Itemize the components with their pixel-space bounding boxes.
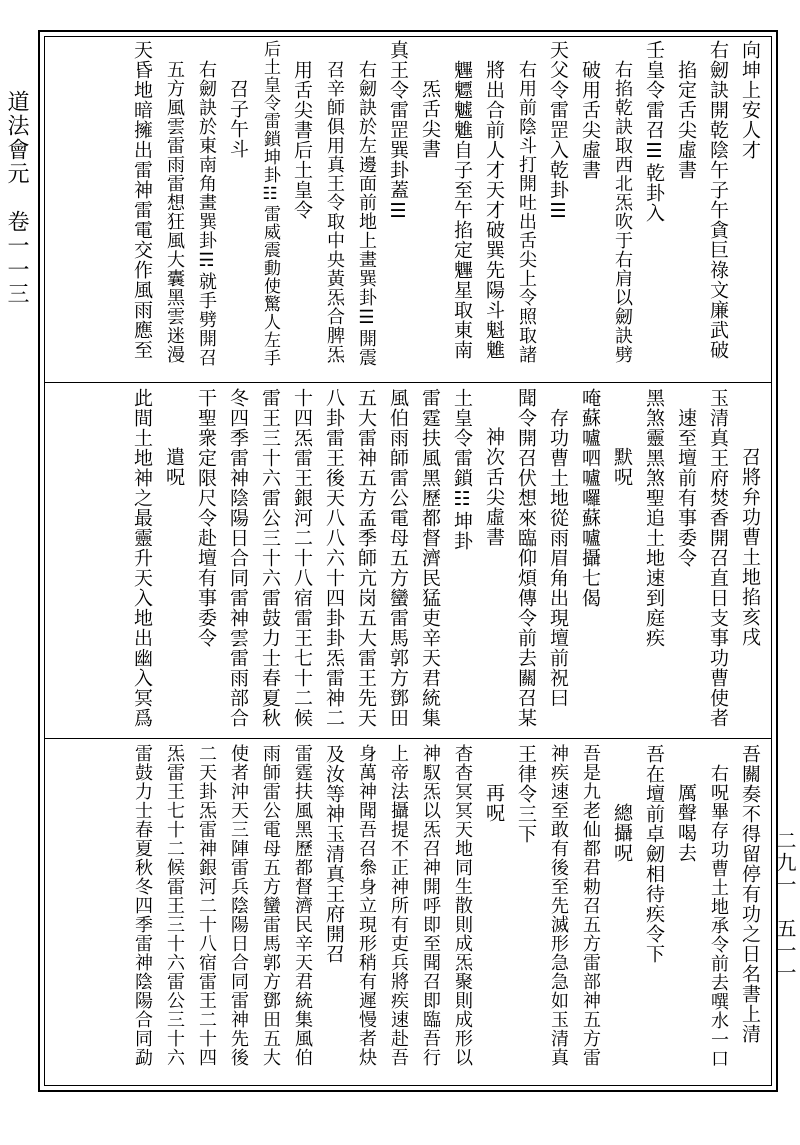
- text-column: 魓魒魖魋自子至午掐定魓星取東南: [451, 60, 473, 360]
- panel-divider-2: [44, 738, 772, 739]
- text-column: 干聖衆定限尺令赴壇有事委令: [195, 388, 217, 648]
- text-column: 召辛師俱用真王令取中央黃炁合脾炁: [324, 60, 345, 364]
- text-column: 用舌尖書后土皇令: [291, 60, 313, 220]
- text-column: 右劒訣開乾陰午子午貪巨祿文廉武破: [707, 40, 729, 360]
- text-column: 雷霆扶風黑歷都督濟民猛吏辛天君統集: [419, 388, 441, 728]
- text-column: 右劒訣於東南角畫巽卦☴就手劈開召: [196, 60, 217, 367]
- text-column: 神次舌尖虛書: [483, 427, 505, 547]
- text-column: 八卦雷王後天八八六十四卦卦炁雷神二: [323, 388, 345, 728]
- margin-page-number: 二九一 五一一: [773, 830, 797, 984]
- text-column: 王律令三下: [515, 744, 537, 844]
- text-column: 此間土地神之最靈升天入地出幽入冥爲: [131, 388, 153, 728]
- text-column: 雷霆扶風黑歷都督濟民辛天君統集風伯: [292, 744, 313, 1067]
- text-column: 召將弁功曹土地掐亥戌: [739, 447, 761, 647]
- text-column: 杳杳冥冥天地同生散則成炁聚則成形以: [452, 744, 473, 1067]
- text-column: 吾關奏不得留停有功之日名書上清: [739, 744, 761, 1044]
- text-column: 天父令雷罡入乾卦☰: [547, 40, 569, 223]
- text-column: 再呪: [483, 783, 505, 823]
- text-column: 真王令雷罡巽卦蓋☰: [387, 40, 409, 223]
- text-column: 土皇令雷鎖☷坤卦: [451, 388, 473, 551]
- text-column: 吾在壇前卓劒相待疾令下: [643, 744, 665, 964]
- text-column: 吾是九老仙都君勅召五方雷部神五方雷: [580, 744, 601, 1067]
- text-column: 壬皇令雷召☰乾卦入: [643, 40, 665, 223]
- text-column: 默呪: [611, 447, 633, 487]
- text-column: 玉清真王府焚香開召直日支事功曹使者: [707, 388, 729, 728]
- text-column: 使者沖天三陣雷兵陰陽日合同雷神先後: [228, 744, 249, 1067]
- text-column: 召子午斗: [227, 79, 249, 159]
- text-column: 炁雷王七十二候雷王三十六雷公三十六: [164, 744, 185, 1067]
- text-column: 后土皇令雷鎖坤卦☷雷威震動使驚人左手: [260, 40, 280, 367]
- text-column: 冬四季雷神陰陽日合同雷神雲雷雨部合: [227, 388, 249, 728]
- panel-divider-1: [44, 382, 772, 383]
- text-column: 二天卦炁雷神銀河二十八宿雷王二十四: [196, 744, 217, 1067]
- text-column: 五方風雲雷雨雷想狂風大囊黑雲迷漫: [164, 60, 185, 364]
- text-column: 及汝等神玉清真王府開召: [323, 744, 345, 964]
- text-column: 五大雷神五方孟季師亢岗五大雷王先天: [355, 388, 377, 728]
- text-column: 唵蘇嚧呬嚧囉蘇嚧攝七偈: [579, 388, 601, 608]
- text-column: 神疾速至敢有後至先滅形急急如玉清真: [548, 744, 569, 1067]
- text-column: 炁舌尖書: [419, 79, 441, 159]
- text-column: 右掐乾訣取西北炁吹于右肩以劒訣劈: [612, 60, 633, 364]
- text-column: 右劒訣於左邊面前地上畫巽卦☰開震: [356, 60, 377, 367]
- text-column: 風伯雨師雷公電母五方蠻雷馬郭方鄧田: [387, 388, 409, 728]
- text-column: 雨師雷公電母五方蠻雷馬郭方鄧田五大: [260, 744, 281, 1067]
- text-column: 神馭炁以炁召神開呼即至聞召即臨吾行: [420, 744, 441, 1067]
- text-column: 天昏地暗擁出雷神雷電交作風雨應至: [131, 40, 153, 360]
- text-column: 右用前陰斗打開吐出舌尖上令照取諸: [516, 60, 537, 364]
- text-column: 破用舌尖虛書: [579, 60, 601, 180]
- text-column: 右呪畢存功曹土地承令前去噀水一口: [708, 764, 729, 1068]
- text-panel-middle: [50, 388, 766, 734]
- text-column: 上帝法攝提不正神所有吏兵將疾速赴吾: [388, 744, 409, 1067]
- text-column: 身萬神聞吾召叅身立現形稍有遲慢者炔: [356, 744, 377, 1067]
- text-column: 總攝呪: [611, 803, 633, 863]
- text-column: 向坤上安人才: [739, 40, 761, 160]
- text-column: 雷鼓力士春夏秋冬四季雷神陰陽合同勐: [132, 744, 153, 1067]
- text-column: 存功曹土地從雨眉角出現壇前祝曰: [547, 408, 569, 708]
- text-column: 將出合前人才天才破巽先陽斗魁魋: [483, 60, 505, 360]
- text-column: 厲聲喝去: [675, 783, 697, 863]
- text-panel-bottom: [50, 744, 766, 1086]
- text-column: 黑煞靈黑煞聖追土地速到庭疾: [643, 388, 665, 648]
- text-column: 掐定舌尖虛書: [675, 60, 697, 180]
- text-column: 雷王三十六雷公三十六雷鼓力士春夏秋: [259, 388, 281, 728]
- text-column: 聞令開召伏想來臨仰煩傳令前去關召某: [515, 388, 537, 728]
- text-panel-top: [50, 40, 766, 378]
- text-column: 速至壇前有事委令: [675, 408, 697, 568]
- text-column: 十四炁雷王銀河二十八宿雷王七十二候: [291, 388, 313, 728]
- margin-title: 道法會元 卷一一三: [4, 90, 29, 306]
- text-column: 遣呪: [163, 447, 185, 487]
